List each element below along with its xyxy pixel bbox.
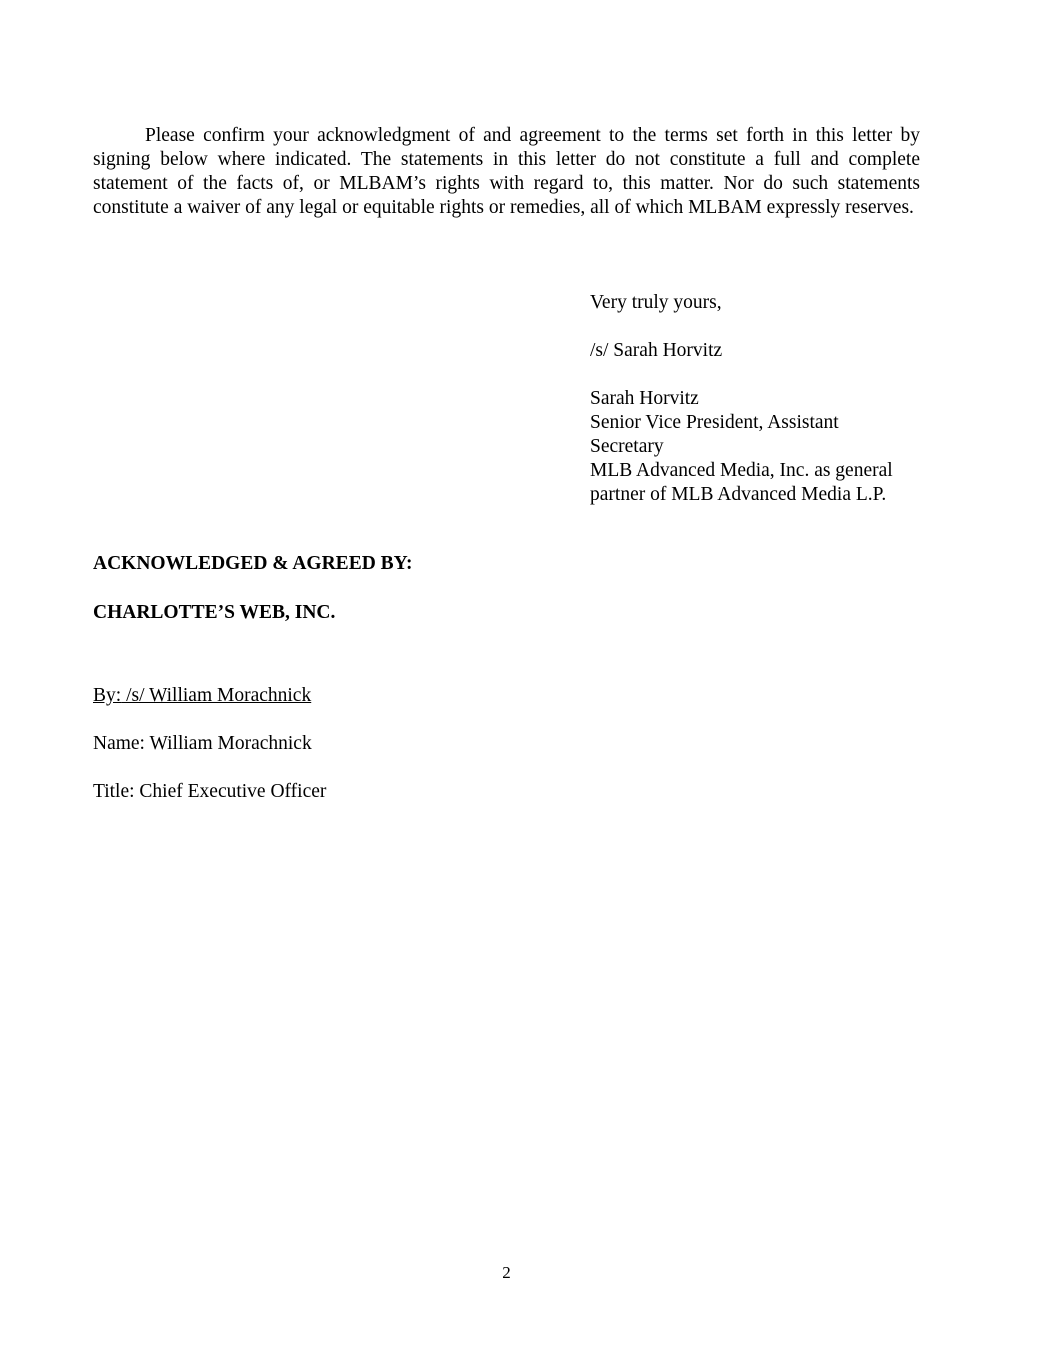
counterparty-signature: /s/ William Morachnick bbox=[121, 685, 312, 706]
by-label: By: bbox=[93, 685, 122, 706]
counterparty-name: Name: William Morachnick bbox=[93, 733, 312, 754]
page-number: 2 bbox=[502, 1263, 511, 1282]
closing-signature-block bbox=[590, 291, 930, 507]
by-signature-line bbox=[93, 684, 311, 708]
sender-organization-line-1: MLB Advanced Media, Inc. as general bbox=[590, 460, 893, 481]
sender-name: Sarah Horvitz bbox=[590, 388, 699, 409]
counterparty-title: Title: Chief Executive Officer bbox=[93, 781, 327, 802]
counterparty-company: CHARLOTTE’S WEB, INC. bbox=[93, 602, 336, 623]
sender-organization-line-2: partner of MLB Advanced Media L.P. bbox=[590, 484, 887, 505]
salutation: Very truly yours, bbox=[590, 292, 722, 313]
acknowledged-heading: ACKNOWLEDGED & AGREED BY: bbox=[93, 553, 413, 574]
confirmation-paragraph: Please confirm your acknowledgment of and agreement to the terms set forth in this letter by signing below where indicated. The statements in this letter do not constitute a full and complete statement of the facts of, or MLBAM’s rights with regard to, this matter. Nor do such statements constitute a waiver of any legal or equitable rights or remedies, all of which MLBAM expressly reserves. bbox=[93, 125, 920, 218]
sender-signature: /s/ Sarah Horvitz bbox=[590, 340, 723, 361]
sender-title-line-2: Secretary bbox=[590, 436, 664, 457]
sender-title-line-1: Senior Vice President, Assistant bbox=[590, 412, 839, 433]
